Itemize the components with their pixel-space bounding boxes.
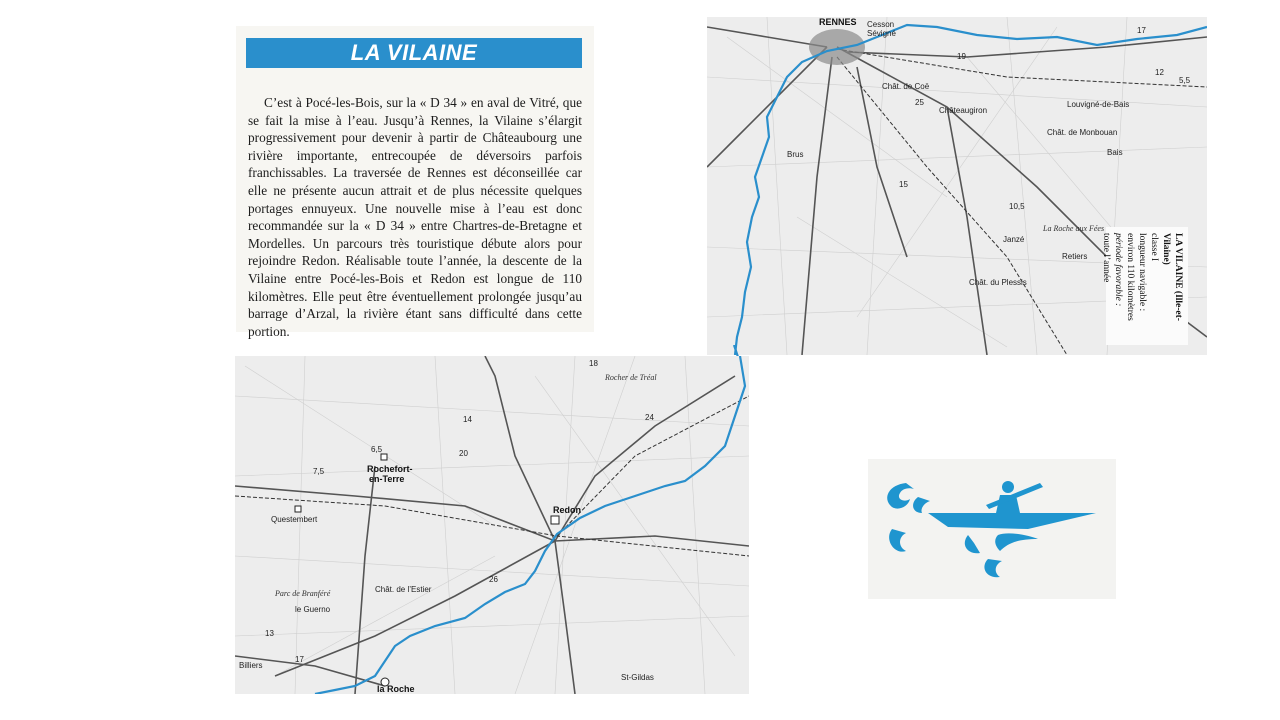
label-st-gildas: St-Gildas bbox=[621, 673, 654, 682]
label-janze: Janzé bbox=[1003, 235, 1025, 244]
label-cesson: Cesson bbox=[867, 20, 895, 29]
rennes-city-area bbox=[809, 29, 865, 65]
label-le-guerno: le Guerno bbox=[295, 605, 331, 614]
label-7-5: 7,5 bbox=[313, 467, 325, 476]
label-17: 17 bbox=[1137, 26, 1146, 35]
label-chat-de-monbouan: Chât. de Monbouan bbox=[1047, 128, 1118, 137]
label-5-5: 5,5 bbox=[1179, 76, 1191, 85]
label-retiers: Retiers bbox=[1062, 252, 1088, 261]
label-15: 15 bbox=[899, 180, 908, 189]
map-lower-vilaine bbox=[235, 356, 749, 694]
map-lower-railway bbox=[235, 396, 749, 556]
label-rochefort: Rochefort- bbox=[367, 464, 413, 474]
label-6-5: 6,5 bbox=[371, 445, 383, 454]
map-lower-graphic bbox=[235, 356, 749, 694]
label-la-roche: la Roche bbox=[377, 684, 415, 694]
label-14: 14 bbox=[463, 415, 472, 424]
label-roche-aux-fees: La Roche aux Fées bbox=[1043, 224, 1105, 233]
label-questembert: Questembert bbox=[271, 515, 318, 524]
label-louvigne: Louvigné-de-Bais bbox=[1067, 100, 1130, 109]
label-en-terre: en-Terre bbox=[369, 474, 405, 484]
label-brus: Brus bbox=[787, 150, 804, 159]
label-10-5: 10,5 bbox=[1009, 202, 1025, 211]
kayak-logo-panel bbox=[868, 459, 1116, 599]
map-upper-vilaine bbox=[707, 17, 1207, 355]
article-title-banner bbox=[246, 38, 582, 68]
article-title: LA VILAINE bbox=[350, 40, 478, 65]
info-period-value: toute l’année bbox=[1101, 233, 1111, 283]
label-12: 12 bbox=[1155, 68, 1164, 77]
label-26: 26 bbox=[489, 575, 498, 584]
label-sevigne: Sévigné bbox=[867, 29, 896, 38]
label-13: 13 bbox=[265, 629, 274, 638]
label-redon: Redon bbox=[553, 505, 581, 515]
label-chat-estier: Chât. de l’Estier bbox=[375, 585, 432, 594]
label-chateaugiron: Châteaugiron bbox=[939, 106, 988, 115]
label-17b: 17 bbox=[295, 655, 304, 664]
label-parc-branfere: Parc de Branféré bbox=[275, 589, 331, 598]
label-19: 19 bbox=[957, 52, 966, 61]
river-info-text bbox=[1101, 227, 1188, 345]
label-chat-du-plessis: Chât. du Plessis bbox=[969, 278, 1027, 287]
label-billiers: Billiers bbox=[239, 661, 263, 670]
map-lower-town-markers bbox=[295, 454, 559, 686]
label-25: 25 bbox=[915, 98, 924, 107]
river-info-card bbox=[1101, 227, 1188, 345]
label-18: 18 bbox=[589, 359, 598, 368]
info-length-label: longueur navigable : bbox=[1137, 233, 1147, 312]
info-class: classe I bbox=[1149, 233, 1159, 262]
info-period-label: période favorable : bbox=[1113, 233, 1123, 307]
label-rennes: RENNES bbox=[819, 17, 857, 27]
label-20a: 20 bbox=[459, 449, 468, 458]
info-title: LA VILAINE (Ille-et-Vilaine) bbox=[1161, 233, 1183, 321]
label-bais: Bais bbox=[1107, 148, 1123, 157]
vilaine-river-lower bbox=[315, 356, 745, 694]
article-panel bbox=[236, 26, 594, 339]
label-rocher-treal: Rocher de Tréal bbox=[605, 373, 657, 382]
info-length-value: environ 110 kilomètres bbox=[1125, 233, 1135, 321]
label-chat-de-coe: Chât. de Coë bbox=[882, 82, 930, 91]
article-body: C’est à Pocé-les-Bois, sur la « D 34 » en aval de Vitré, que se fait la mise à l’eau. Jusqu’à Rennes, la Vilaine s’élargit progressivement pour devenir à partir de Châteaubourg une rivière importante, entrecoupée de déversoirs parfois franchissables. La traversée de Rennes est déconseillée car elle ne présente aucun attrait et de plus nécessite quelques portages ennuyeux. Une nouvelle mise à l’eau est donc recommandée sur la « D 34 » entre Chartres-de-Bretagne et Mordelles. Un parcours très touristique débute alors pour rejoindre Redon. Réalisable toute l’année, la descente de la Vilaine entre Pocé-les-Bois et Redon est longue de 110 kilomètres. Elle peut être éventuellement prolongée jusqu’au barrage d’Arzal, la rivière étant sans difficulté dans cette portion. bbox=[248, 95, 582, 339]
kayaker-icon bbox=[868, 459, 1116, 599]
label-24: 24 bbox=[645, 413, 654, 422]
